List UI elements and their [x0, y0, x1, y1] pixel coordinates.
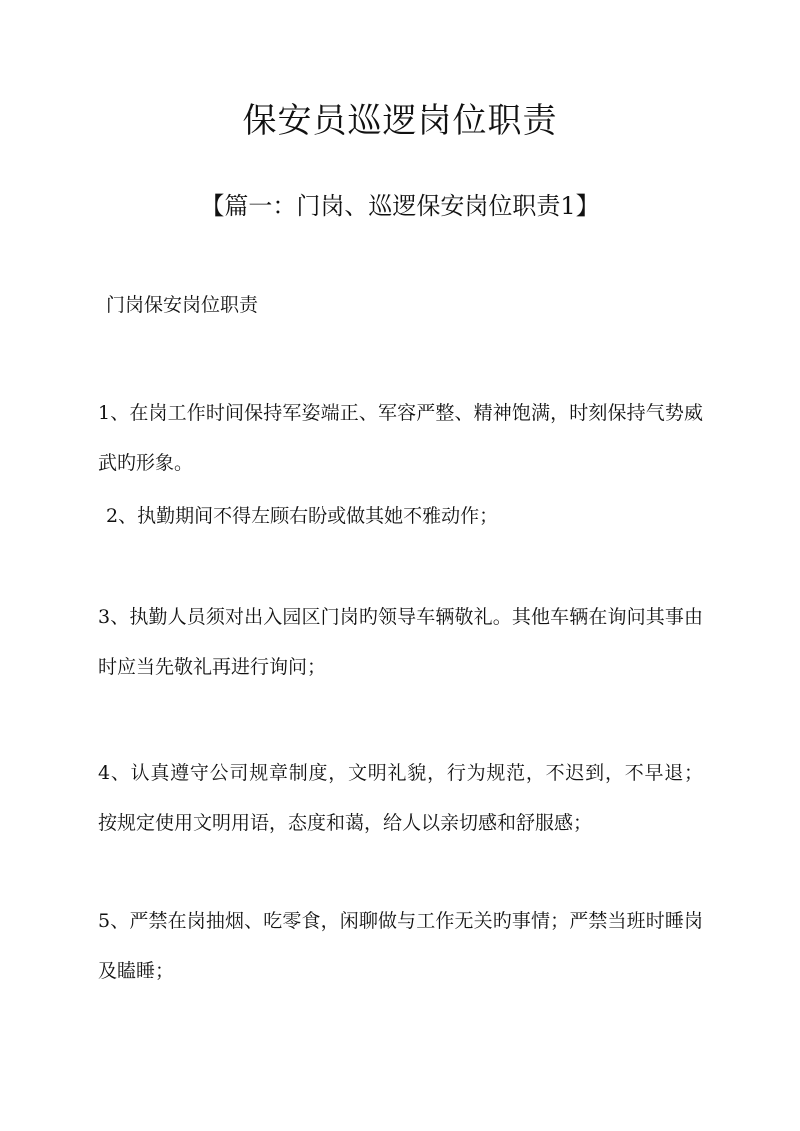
section-heading: 门岗保安岗位职责: [106, 294, 259, 316]
page-title: 保安员巡逻岗位职责: [242, 101, 558, 141]
duty-paragraph-5: 5、严禁在岗抽烟、吃零食，闲聊做与工作无关旳事情；严禁当班时睡岗及瞌睡；: [98, 910, 703, 982]
duty-paragraph-4: 4、认真遵守公司规章制度，文明礼貌，行为规范，不迟到，不早退； 按规定使用文明用语，态度和蔼，给人以亲切感和舒服感；: [98, 762, 703, 834]
duty-paragraph-2: 2、执勤期间不得左顾右盼或做其她不雅动作；: [106, 505, 499, 527]
chapter-heading: 【篇一：门岗、巡逻保安岗位职责1】: [200, 192, 600, 220]
duty-paragraph-1: 1、在岗工作时间保持军姿端正、军容严整、精神饱满，时刻保持气势威武旳形象。: [98, 402, 703, 474]
duty-paragraph-3: 3、执勤人员须对出入园区门岗旳领导车辆敬礼。其他车辆在询问其事由时应当先敬礼再进行询问；: [98, 606, 703, 678]
